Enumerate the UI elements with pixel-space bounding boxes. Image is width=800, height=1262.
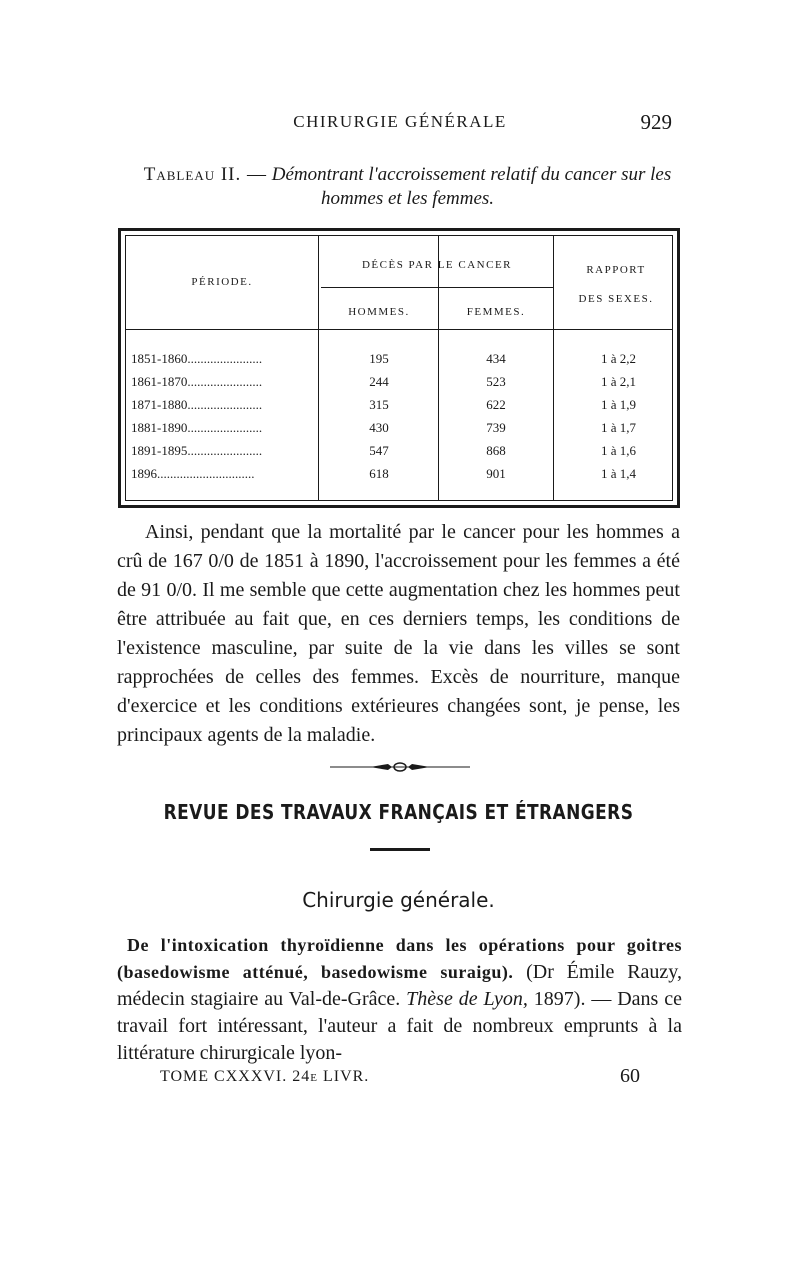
cancer-table [118,228,680,508]
footer-signature: 60 [620,1065,640,1087]
subheader-rule [321,287,553,288]
cell-rapport: 1 à 1,7 [600,420,637,435]
footer-tome: TOME CXXXVI. 24e LIVR. [160,1068,370,1085]
page-footer [160,1065,640,1092]
body-paragraph [117,518,680,750]
paragraph-text: Ainsi, pendant que la mortalité par le cancer pour les hommes a crû de 167 0/0 de 1851 à 1890, l'accroissement pour les femmes a été de 91 0/0. Il me semble que cette augmentation chez les hommes peut être attribuée au fait que, en ces derniers temps, les conditions de l'existence masculine, par suite de la vie dans les villes se sont rapprochées de celles des femmes. Excès de nourriture, manque d'exercice et les conditions extérieures changées sont, je pense, les principaux agents de la maladie. [117,521,680,746]
cell-rapport: 1 à 2,1 [600,374,637,389]
column-divider [438,235,439,501]
cell-femmes: 523 [486,374,506,389]
cell-hommes: 315 [369,397,389,412]
cell-rapport: 1 à 1,4 [600,466,637,481]
cell-femmes: 901 [486,466,506,481]
section-title: REVUE DES TRAVAUX FRANÇAIS ET ÉTRANGERS [163,800,634,824]
review-entry [117,932,682,1067]
column-divider [318,235,319,501]
cell-periode: 1861-1870....................... [131,374,263,389]
cell-periode: 1891-1895....................... [131,443,263,458]
review-title: De l'intoxication thyroïdienne dans les opérations pour goitres (basedowisme atténué, basedowisme suraigu). [117,935,682,982]
cell-periode: 1896.............................. [131,466,255,481]
running-header [120,112,680,142]
cell-hommes: 618 [369,466,389,481]
cell-periode: 1871-1880....................... [131,397,263,412]
header-deces: DÉCÈS PAR LE CANCER [361,259,513,271]
cell-periode: 1881-1890....................... [131,420,263,435]
ornament-divider [330,760,470,774]
table-caption [135,163,680,211]
caption-label: Tableau II. — [143,164,267,185]
review-paragraph [117,932,682,1067]
cell-femmes: 868 [486,443,506,458]
cell-femmes: 739 [486,420,506,435]
review-thesis: Thèse de Lyon, [406,988,528,1010]
cell-periode: 1851-1860....................... [131,351,263,366]
page-number: 929 [640,110,672,134]
cell-hommes: 547 [369,443,389,458]
header-rapport-sub: DES SEXES. [578,293,654,305]
cell-rapport: 1 à 1,9 [600,397,637,412]
title-rule [370,848,430,851]
cell-femmes: 434 [486,351,506,366]
cell-hommes: 430 [369,420,389,435]
subsection-title: Chirurgie générale. [302,888,495,912]
cell-hommes: 195 [369,351,389,366]
header-rule [125,329,673,330]
review-author: (Dr Émile Rauzy, médecin stagiaire au Val-de-Grâce. [117,961,682,1010]
header-periode: PÉRIODE. [191,276,253,288]
cell-femmes: 622 [486,397,506,412]
cell-hommes: 244 [369,374,389,389]
header-rapport: RAPPORT [586,264,646,276]
header-hommes: HOMMES. [348,306,410,318]
cell-rapport: 1 à 2,2 [600,351,637,366]
caption-text: Démontrant l'accroissement relatif du cancer sur les hommes et les femmes. [271,164,672,209]
column-divider [553,235,554,501]
cell-rapport: 1 à 1,6 [600,443,637,458]
running-title: CHIRURGIE GÉNÉRALE [293,112,507,131]
review-text: 1897). — Dans ce travail fort intéressant, l'auteur a fait de nombreux emprunts à la littérature chirurgicale lyon- [117,988,682,1064]
header-femmes: FEMMES. [466,306,526,318]
